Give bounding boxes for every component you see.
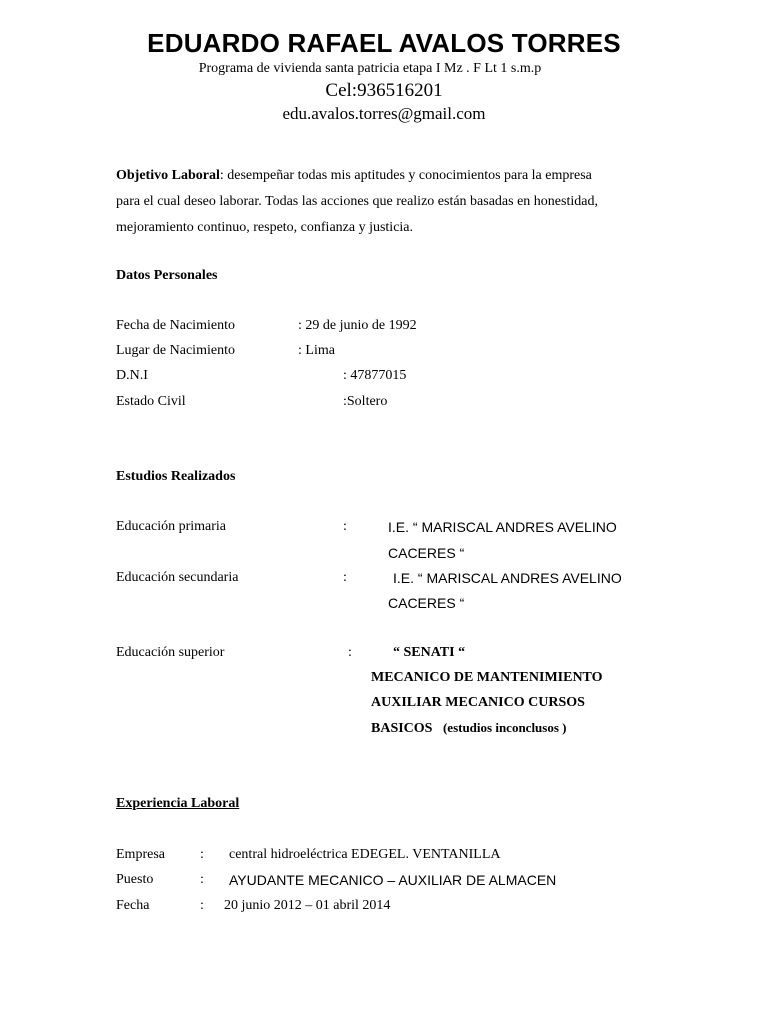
birth-date-value: : 29 de junio de 1992 bbox=[298, 318, 417, 333]
experience-heading: Experiencia Laboral bbox=[116, 796, 240, 811]
birth-place-value: : Lima bbox=[298, 343, 335, 358]
objective-line-2: para el cual deseo laborar. Todas las acciones que realizo están basadas en honestidad, bbox=[116, 194, 598, 209]
marital-status-label: Estado Civil bbox=[116, 394, 186, 409]
superior-institution: “ SENATI “ bbox=[393, 645, 466, 660]
date-colon: : bbox=[200, 898, 204, 913]
dni-value: : 47877015 bbox=[343, 368, 407, 383]
dni-label: D.N.I bbox=[116, 368, 148, 383]
date-label: Fecha bbox=[116, 898, 150, 913]
secondary-education-label: Educación secundaria bbox=[116, 570, 239, 585]
objective-paragraph bbox=[116, 163, 656, 241]
applicant-name: EDUARDO RAFAEL AVALOS TORRES bbox=[147, 28, 621, 58]
position-label: Puesto bbox=[116, 872, 154, 887]
superior-program-basicos: BASICOS bbox=[371, 721, 433, 736]
date-value: 20 junio 2012 – 01 abril 2014 bbox=[224, 898, 391, 913]
birth-date-label: Fecha de Nacimiento bbox=[116, 318, 235, 333]
superior-program-line-1: MECANICO DE MANTENIMIENTO bbox=[371, 670, 603, 685]
superior-program-note: (estudios inconclusos ) bbox=[442, 720, 567, 735]
personal-data-heading: Datos Personales bbox=[116, 268, 218, 283]
primary-school-line-2: CACERES “ bbox=[388, 545, 465, 561]
objective-line-1: : desempeñar todas mis aptitudes y conocimientos para la empresa bbox=[219, 168, 592, 183]
superior-program-line-2: AUXILIAR MECANICO CURSOS bbox=[371, 695, 585, 710]
email: edu.avalos.torres@gmail.com bbox=[282, 104, 486, 123]
position-colon: : bbox=[200, 872, 204, 887]
secondary-school-line-1: I.E. “ MARISCAL ANDRES AVELINO bbox=[393, 570, 622, 586]
superior-program-line-3 bbox=[371, 720, 567, 737]
primary-school-line-1: I.E. “ MARISCAL ANDRES AVELINO bbox=[388, 519, 617, 535]
address: Programa de vivienda santa patricia etapa I Mz . F Lt 1 s.m.p bbox=[198, 61, 542, 76]
secondary-school-line-2: CACERES “ bbox=[388, 595, 465, 611]
cell-phone: Cel:936516201 bbox=[325, 80, 443, 101]
objective-label: Objetivo Laboral bbox=[116, 168, 220, 183]
birth-place-label: Lugar de Nacimiento bbox=[116, 343, 235, 358]
superior-education-colon: : bbox=[348, 645, 352, 660]
studies-heading: Estudios Realizados bbox=[116, 469, 236, 484]
superior-education-label: Educación superior bbox=[116, 645, 225, 660]
secondary-education-colon: : bbox=[343, 570, 347, 585]
primary-education-label: Educación primaria bbox=[116, 519, 227, 534]
company-value: central hidroeléctrica EDEGEL. VENTANILLA bbox=[229, 847, 501, 862]
marital-status-value: :Soltero bbox=[343, 394, 388, 409]
objective-line-3: mejoramiento continuo, respeto, confianza y justicia. bbox=[116, 220, 414, 235]
primary-education-colon: : bbox=[343, 519, 347, 534]
position-value: AYUDANTE MECANICO – AUXILIAR DE ALMACEN bbox=[229, 872, 557, 888]
company-colon: : bbox=[200, 847, 204, 862]
company-label: Empresa bbox=[116, 847, 165, 862]
